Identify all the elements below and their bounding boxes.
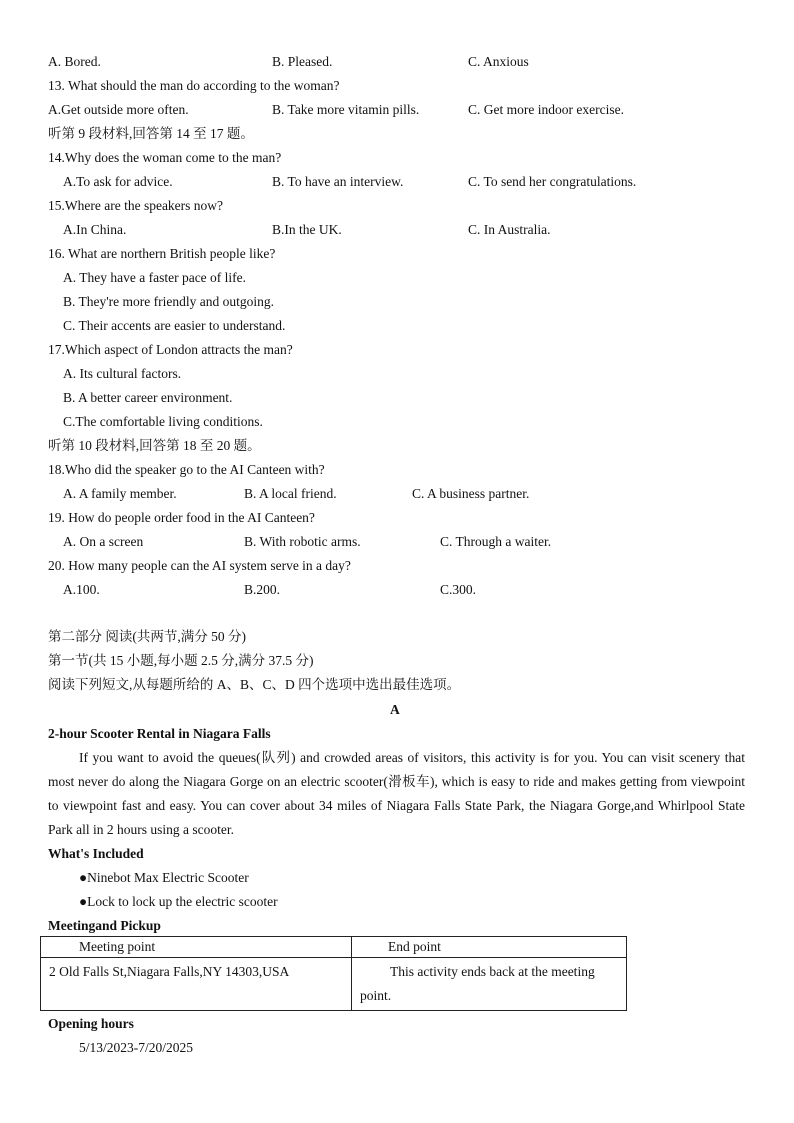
- end-point-header: End point: [352, 937, 627, 958]
- q15-option-a: A.In China.: [63, 222, 127, 237]
- q16-option-b: B. They're more friendly and outgoing.: [63, 294, 275, 309]
- q20-option-c: C.300.: [440, 582, 477, 597]
- hours-value: 5/13/2023-7/20/2025: [79, 1040, 193, 1055]
- q17-option-c: C.The comfortable living conditions.: [63, 414, 263, 429]
- q12-option-a: A. Bored.: [48, 54, 101, 69]
- q15-option-b: B.In the UK.: [272, 222, 342, 237]
- q17-option-b: B. A better career environment.: [63, 390, 233, 405]
- q14-option-a: A.To ask for advice.: [63, 174, 173, 189]
- passage-letter: A: [390, 702, 400, 717]
- passage-title: 2-hour Scooter Rental in Niagara Falls: [48, 726, 271, 741]
- q18-option-c: C. A business partner.: [412, 486, 530, 501]
- section-9-instruction: 听第 9 段材料,回答第 14 至 17 题。: [48, 126, 254, 141]
- meeting-table: [40, 936, 627, 1011]
- q20-question: 20. How many people can the AI system serve in a day?: [48, 558, 351, 573]
- q12-option-c: C. Anxious: [468, 54, 529, 69]
- q12-option-b: B. Pleased.: [272, 54, 333, 69]
- q15-option-c: C. In Australia.: [468, 222, 551, 237]
- included-item-lock: ●Lock to lock up the electric scooter: [79, 894, 278, 909]
- q13-option-a: A.Get outside more often.: [48, 102, 189, 117]
- q19-option-b: B. With robotic arms.: [244, 534, 361, 549]
- q13-question: 13. What should the man do according to the woman?: [48, 78, 340, 93]
- q18-option-a: A. A family member.: [63, 486, 177, 501]
- included-item-scooter: ●Ninebot Max Electric Scooter: [79, 870, 249, 885]
- reading-instruction: 阅读下列短文,从每题所给的 A、B、C、D 四个选项中选出最佳选项。: [48, 677, 461, 692]
- end-point-cell: This activity ends back at the meeting point.: [352, 958, 627, 1011]
- q13-option-c: C. Get more indoor exercise.: [468, 102, 624, 117]
- hours-heading: Opening hours: [48, 1016, 134, 1031]
- q19-option-a: A. On a screen: [63, 534, 144, 549]
- q13-option-b: B. Take more vitamin pills.: [272, 102, 420, 117]
- q17-option-a: A. Its cultural factors.: [63, 366, 182, 381]
- q16-question: 16. What are northern British people like?: [48, 246, 276, 261]
- meeting-point-cell: 2 Old Falls St,Niagara Falls,NY 14303,USA: [41, 958, 352, 1011]
- q17-question: 17.Which aspect of London attracts the man?: [48, 342, 293, 357]
- meeting-heading: Meetingand Pickup: [48, 918, 161, 933]
- section-1-title: 第一节(共 15 小题,每小题 2.5 分,满分 37.5 分): [48, 653, 314, 668]
- q20-option-a: A.100.: [63, 582, 100, 597]
- q16-option-a: A. They have a faster pace of life.: [63, 270, 247, 285]
- q14-option-b: B. To have an interview.: [272, 174, 404, 189]
- q15-question: 15.Where are the speakers now?: [48, 198, 224, 213]
- q16-option-c: C. Their accents are easier to understand.: [63, 318, 286, 333]
- q14-option-c: C. To send her congratulations.: [468, 174, 637, 189]
- passage-paragraph: If you want to avoid the queues(队列) and crowded areas of visitors, this activity is for you. You can visit scenery that most never do along the Niagara Gorge on an electric scooter(滑板车), which is easy to ride and makes getting from viewpoint to viewpoint fast and easy. You can cover about 34 miles of Niagara Falls State Park, the Niagara Gorge,and Whirlpool State Park all in 2 hours using a scooter.: [48, 750, 745, 837]
- q19-question: 19. How do people order food in the AI Canteen?: [48, 510, 315, 525]
- q18-option-b: B. A local friend.: [244, 486, 337, 501]
- q20-option-b: B.200.: [244, 582, 281, 597]
- section-10-instruction: 听第 10 段材料,回答第 18 至 20 题。: [48, 438, 261, 453]
- part-2-title: 第二部分 阅读(共两节,满分 50 分): [48, 629, 246, 644]
- q19-option-c: C. Through a waiter.: [440, 534, 552, 549]
- q18-question: 18.Who did the speaker go to the AI Canteen with?: [48, 462, 325, 477]
- included-heading: What's Included: [48, 846, 144, 861]
- meeting-point-header: Meeting point: [41, 937, 352, 958]
- q14-question: 14.Why does the woman come to the man?: [48, 150, 282, 165]
